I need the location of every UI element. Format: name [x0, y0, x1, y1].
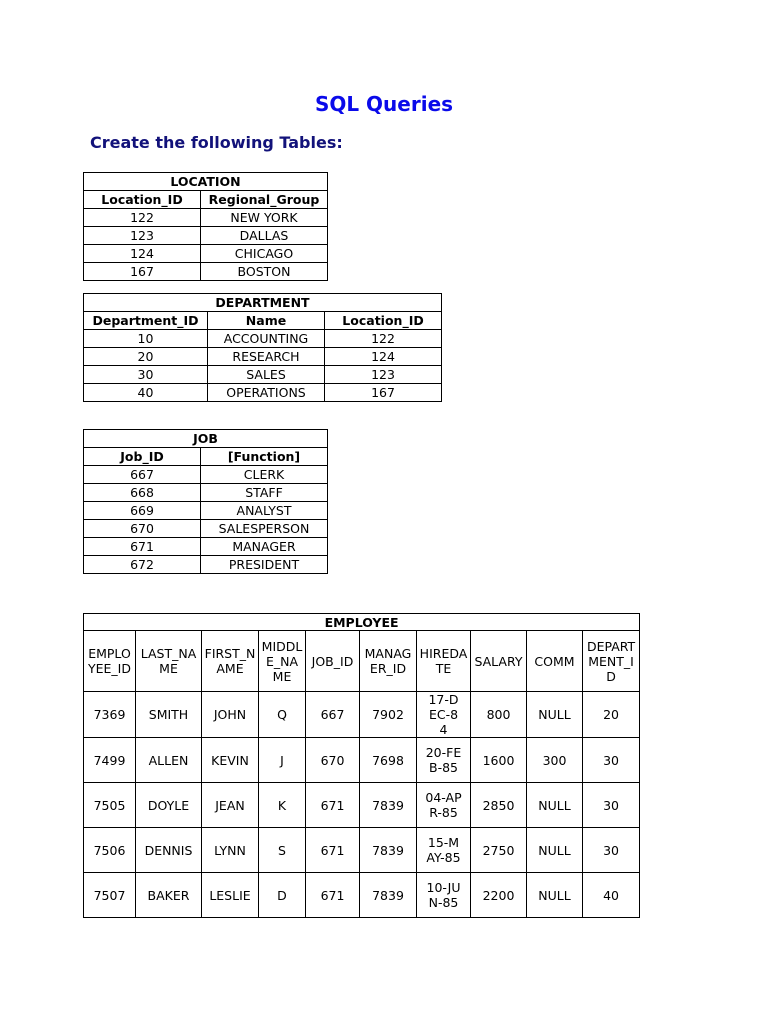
table-cell: DENNIS [136, 828, 202, 873]
page-title: SQL Queries [314, 92, 454, 116]
table-cell: 30 [583, 828, 640, 873]
section-subtitle: Create the following Tables: [90, 133, 343, 152]
table-cell: 40 [84, 384, 208, 402]
table-cell: RESEARCH [208, 348, 325, 366]
table-cell: NULL [527, 783, 583, 828]
table-cell: 167 [325, 384, 442, 402]
table-row [84, 738, 640, 783]
table-cell: 300 [527, 738, 583, 783]
table-cell: 7499 [84, 738, 136, 783]
column-header: Location_ID [325, 312, 442, 330]
table-cell: 15-MAY-85 [417, 828, 471, 873]
table-cell: 124 [325, 348, 442, 366]
column-header: DEPARTMENT_ID [583, 631, 640, 692]
column-header: LAST_NAME [136, 631, 202, 692]
table-cell: 671 [306, 783, 360, 828]
job-table [83, 429, 328, 574]
table-row [84, 692, 640, 738]
table-cell: 671 [306, 873, 360, 918]
table-cell: 167 [84, 263, 201, 281]
table-cell: BAKER [136, 873, 202, 918]
table-cell: DOYLE [136, 783, 202, 828]
table-cell: OPERATIONS [208, 384, 325, 402]
table-cell: 670 [84, 520, 201, 538]
table-cell: 669 [84, 502, 201, 520]
table-cell: 7839 [360, 873, 417, 918]
table-cell: 671 [84, 538, 201, 556]
table-cell: 122 [84, 209, 201, 227]
table-cell: CHICAGO [201, 245, 328, 263]
table-cell: NEW YORK [201, 209, 328, 227]
table-cell: 123 [84, 227, 201, 245]
table-cell: 1600 [471, 738, 527, 783]
table-cell: 667 [84, 466, 201, 484]
table-cell: SALES [208, 366, 325, 384]
table-cell: 2850 [471, 783, 527, 828]
table-cell: 800 [471, 692, 527, 738]
table-cell: 668 [84, 484, 201, 502]
table-cell: 20 [84, 348, 208, 366]
table-cell: SALESPERSON [201, 520, 328, 538]
column-header: MIDDLE_NAME [259, 631, 306, 692]
column-header: JOB_ID [306, 631, 360, 692]
table-caption: LOCATION [84, 173, 328, 191]
department-table [83, 293, 442, 402]
table-cell: 10 [84, 330, 208, 348]
table-cell: KEVIN [202, 738, 259, 783]
table-cell: 123 [325, 366, 442, 384]
column-header: Name [208, 312, 325, 330]
table-cell: 20-FEB-85 [417, 738, 471, 783]
table-cell: 2750 [471, 828, 527, 873]
table-row [84, 466, 328, 484]
column-header: Regional_Group [201, 191, 328, 209]
table-cell: STAFF [201, 484, 328, 502]
table-cell: 7507 [84, 873, 136, 918]
table-caption: EMPLOYEE [84, 614, 640, 631]
table-cell: DALLAS [201, 227, 328, 245]
table-row [84, 828, 640, 873]
column-header: MANAGER_ID [360, 631, 417, 692]
table-row [84, 783, 640, 828]
column-header: COMM [527, 631, 583, 692]
table-caption: JOB [84, 430, 328, 448]
table-cell: 20 [583, 692, 640, 738]
employee-table [83, 613, 640, 918]
table-row [84, 520, 328, 538]
table-cell: 671 [306, 828, 360, 873]
table-row [84, 209, 328, 227]
table-row [84, 263, 328, 281]
table-cell: ANALYST [201, 502, 328, 520]
table-cell: ACCOUNTING [208, 330, 325, 348]
table-cell: PRESIDENT [201, 556, 328, 574]
column-header: Department_ID [84, 312, 208, 330]
table-cell: BOSTON [201, 263, 328, 281]
table-cell: 7839 [360, 828, 417, 873]
table-row [84, 245, 328, 263]
table-row [84, 348, 442, 366]
table-cell: JOHN [202, 692, 259, 738]
column-header: Job_ID [84, 448, 201, 466]
table-cell: 7839 [360, 783, 417, 828]
table-row [84, 366, 442, 384]
table-cell: 04-APR-85 [417, 783, 471, 828]
table-cell: CLERK [201, 466, 328, 484]
column-header: EMPLOYEE_ID [84, 631, 136, 692]
table-row [84, 502, 328, 520]
table-row [84, 484, 328, 502]
table-cell: Q [259, 692, 306, 738]
table-cell: SMITH [136, 692, 202, 738]
table-row [84, 384, 442, 402]
table-cell: 122 [325, 330, 442, 348]
table-cell: JEAN [202, 783, 259, 828]
table-cell: 30 [583, 738, 640, 783]
table-cell: 124 [84, 245, 201, 263]
column-header: SALARY [471, 631, 527, 692]
table-cell: D [259, 873, 306, 918]
table-cell: 40 [583, 873, 640, 918]
table-caption: DEPARTMENT [84, 294, 442, 312]
column-header: FIRST_NAME [202, 631, 259, 692]
table-cell: NULL [527, 692, 583, 738]
table-cell: ALLEN [136, 738, 202, 783]
table-cell: LESLIE [202, 873, 259, 918]
table-cell: 17-DEC-84 [417, 692, 471, 738]
table-cell: 667 [306, 692, 360, 738]
table-cell: 10-JUN-85 [417, 873, 471, 918]
table-cell: 670 [306, 738, 360, 783]
table-cell: NULL [527, 873, 583, 918]
table-cell: LYNN [202, 828, 259, 873]
table-cell: J [259, 738, 306, 783]
column-header: [Function] [201, 448, 328, 466]
table-cell: S [259, 828, 306, 873]
table-cell: 30 [583, 783, 640, 828]
table-row [84, 227, 328, 245]
table-cell: 7902 [360, 692, 417, 738]
table-cell: K [259, 783, 306, 828]
table-cell: 2200 [471, 873, 527, 918]
column-header: Location_ID [84, 191, 201, 209]
table-row [84, 330, 442, 348]
table-cell: MANAGER [201, 538, 328, 556]
table-row [84, 538, 328, 556]
table-row [84, 873, 640, 918]
table-cell: 7505 [84, 783, 136, 828]
table-cell: NULL [527, 828, 583, 873]
location-table [83, 172, 328, 281]
table-row [84, 556, 328, 574]
table-cell: 7369 [84, 692, 136, 738]
table-cell: 7506 [84, 828, 136, 873]
table-cell: 672 [84, 556, 201, 574]
column-header: HIREDATE [417, 631, 471, 692]
table-cell: 30 [84, 366, 208, 384]
table-cell: 7698 [360, 738, 417, 783]
